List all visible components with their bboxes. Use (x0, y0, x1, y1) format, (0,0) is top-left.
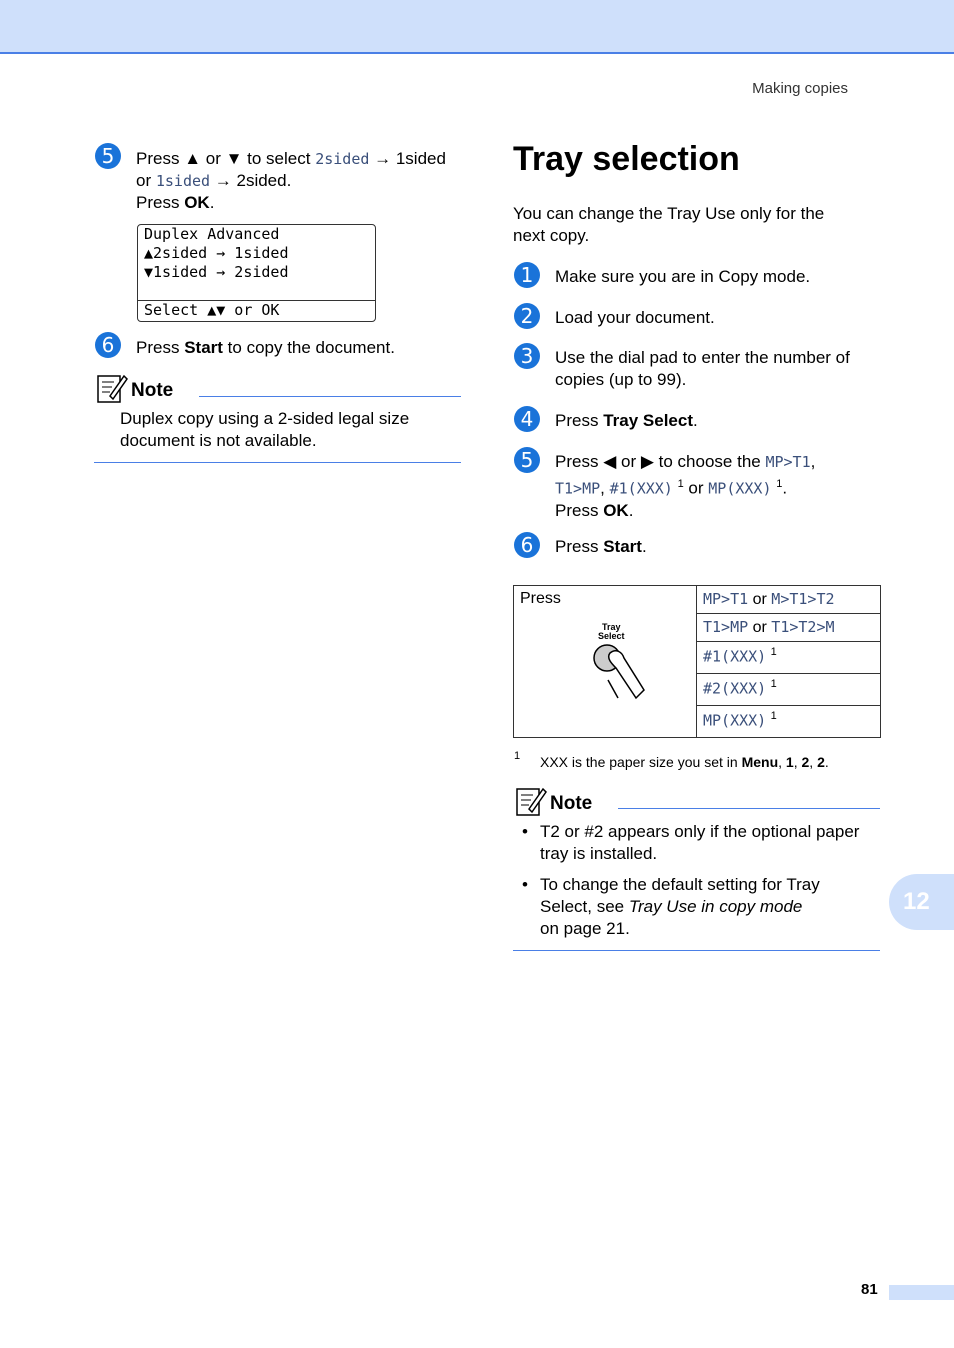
note-title: Note (131, 380, 174, 401)
page-number-bar (889, 1285, 954, 1300)
table-row: #1(XXX) $^1$ (697, 642, 881, 674)
page-number: 81 (861, 1281, 878, 1298)
tray-step-5-text: Press ◀ or ▶ to choose the MP>T1, T1>MP, #1(XXX) $^1$ or MP(XXX) $^1$. Press OK. (555, 452, 816, 520)
note-bullet-2: To change the default setting for Tray Select, see Tray Use in copy mode on page 21. (540, 875, 820, 938)
tray-step-1-text: Make sure you are in Copy mode. (555, 267, 811, 286)
note-title-2: Note (550, 793, 593, 814)
table-row: MP>T1 or M>T1>T2 (697, 586, 881, 614)
button-label-line1: Tray (602, 622, 621, 632)
tray-step-number-6: 6 (514, 532, 540, 558)
section-header: Making copies (752, 80, 848, 97)
intro-text: You can change the Tray Use only for the next copy. (513, 204, 825, 245)
footnote-text: XXX is the paper size you set in Menu, 1, 2, 2. (540, 754, 829, 770)
lcd-line-1: Duplex Advanced (144, 225, 280, 243)
note-pencil-icon (96, 372, 128, 404)
table-row: MP(XXX) $^1$ (697, 706, 881, 738)
lcd-line-2: ▲2sided → 1sided (144, 244, 289, 262)
tray-step-number-4: 4 (514, 406, 540, 432)
note-bullet-1: T2 or #2 appears only if the optional paper tray is installed. (540, 822, 860, 863)
tray-step-number-3: 3 (514, 343, 540, 369)
footnote-mark: 1 (514, 750, 521, 762)
tray-step-6-text: Press Start. (555, 537, 647, 556)
note-rule-bottom (94, 462, 461, 463)
press-label: Press (520, 590, 561, 607)
table-row: T1>MP or T1>T2>M (697, 614, 881, 642)
step-number-6: 6 (95, 332, 121, 358)
tray-step-4-text: Press Tray Select. (555, 411, 698, 430)
note-rule-top-2 (618, 808, 880, 809)
step-number-5: 5 (95, 143, 121, 169)
top-banner (0, 0, 954, 54)
tray-step-number-5: 5 (514, 447, 540, 473)
lcd-display (137, 224, 376, 322)
press-cell (514, 586, 697, 738)
lcd-line-4: Select ▲▼ or OK (144, 301, 280, 319)
page-title: Tray selection (513, 140, 740, 178)
tray-options-table (513, 585, 881, 738)
tray-step-2-text: Load your document. (555, 308, 715, 327)
tray-step-3-text: Use the dial pad to enter the number of copies (up to 99). (555, 348, 850, 389)
note-pencil-icon (515, 785, 547, 817)
tray-step-number-1: 1 (514, 262, 540, 288)
chapter-tab: 12 (889, 874, 954, 930)
button-label-line2: Select (598, 631, 625, 641)
tray-step-number-2: 2 (514, 303, 540, 329)
note-rule-bottom-2 (513, 950, 880, 951)
note-text: Duplex copy using a 2-sided legal size document is not available. (120, 409, 410, 450)
step-6-text: Press Start to copy the document. (136, 338, 395, 357)
bullet-dot: • (522, 822, 528, 841)
step-5-text: Press ▲ or ▼ to select 2sided → 1sided or 1sided → 2sided. Press OK. (136, 149, 446, 212)
bullet-dot: • (522, 875, 528, 894)
note-rule-top (199, 396, 461, 397)
table-row: #2(XXX) $^1$ (697, 674, 881, 706)
tray-select-button-icon (582, 618, 672, 718)
lcd-line-3: ▼1sided → 2sided (144, 263, 289, 281)
